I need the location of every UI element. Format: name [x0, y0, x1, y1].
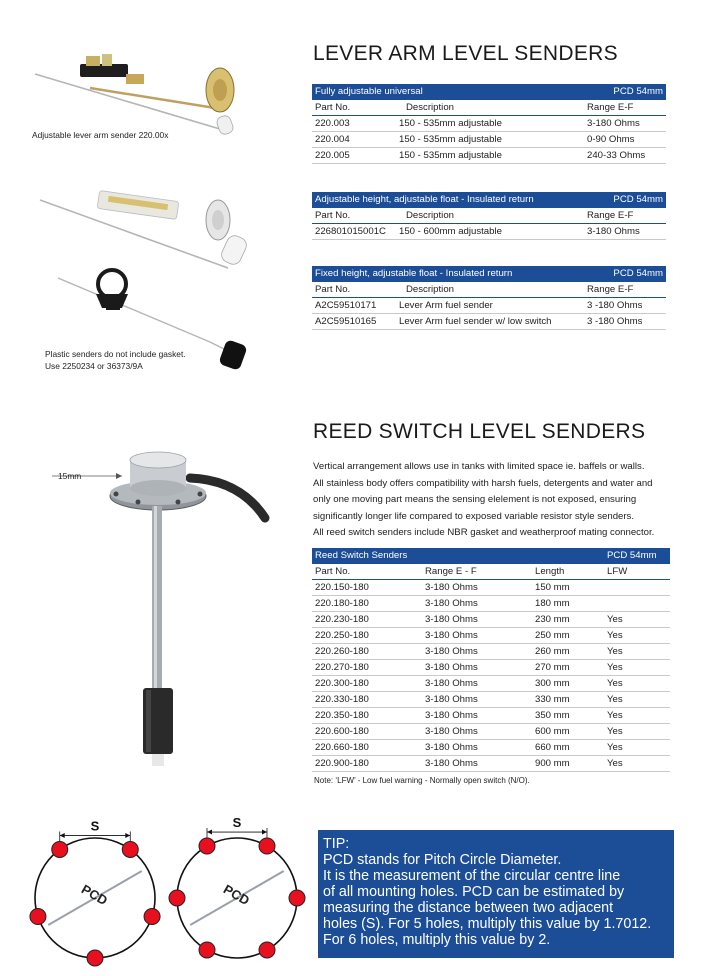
cell	[604, 579, 670, 595]
s-label: S	[90, 818, 100, 834]
col-range: Range E - F	[422, 563, 532, 579]
lever-arm-sender-caption: Adjustable lever arm sender 220.00x	[32, 130, 169, 140]
mounting-hole	[52, 841, 68, 857]
table-header-row	[312, 548, 670, 563]
description-line: only one moving part means the sensing elelement is not exposed, ensuring	[313, 494, 637, 505]
mounting-hole	[169, 890, 185, 906]
table-title: Fully adjustable universal	[312, 84, 584, 99]
col-part-no: Part No.	[312, 281, 396, 297]
table-row	[312, 723, 670, 739]
col-range: Range E-F	[584, 207, 666, 223]
table-row	[312, 611, 670, 627]
table-row	[312, 223, 666, 239]
cell: 3-180 Ohms	[422, 755, 532, 771]
tip-line: holes (S). For 5 holes, multiply this value by 1.7012.	[323, 916, 652, 932]
cell: Yes	[604, 611, 670, 627]
cell: 220.350-180	[312, 707, 422, 723]
col-lfw: LFW	[604, 563, 670, 579]
cell: Yes	[604, 627, 670, 643]
cell: 260 mm	[532, 643, 604, 659]
cell: 220.004	[312, 131, 396, 147]
mounting-hole	[30, 909, 46, 925]
tip-line: It is the measurement of the circular centre line	[323, 868, 621, 884]
cell: 270 mm	[532, 659, 604, 675]
table-row	[312, 691, 670, 707]
cell: 220.180-180	[312, 595, 422, 611]
cell: 3-180 Ohms	[422, 675, 532, 691]
reed-section-title: REED SWITCH LEVEL SENDERS	[313, 420, 646, 443]
cell: 220.230-180	[312, 611, 422, 627]
table-header-row	[312, 84, 666, 99]
cell: 3-180 Ohms	[422, 643, 532, 659]
description-line: All stainless body offers compatibility with harsh fuels, detergents and water and	[313, 477, 653, 489]
cell: 3-180 Ohms	[422, 627, 532, 643]
reed-switch-table	[312, 548, 670, 772]
cell: Yes	[604, 675, 670, 691]
mounting-hole	[87, 950, 103, 966]
col-part-no: Part No.	[312, 563, 422, 579]
cell: Yes	[604, 643, 670, 659]
description-line: significantly longer life compared to exposed variable resistor style senders.	[313, 510, 635, 522]
lever-table-adjustable-height	[312, 192, 666, 240]
cell: 3-180 Ohms	[422, 723, 532, 739]
cell: 150 - 535mm adjustable	[396, 147, 584, 163]
cell: 3-180 Ohms	[422, 659, 532, 675]
arrow-head	[125, 833, 130, 838]
description-line: All reed switch senders include NBR gasket and weatherproof mating connector.	[313, 527, 655, 538]
cell: 3-180 Ohms	[422, 707, 532, 723]
mounting-hole	[122, 841, 138, 857]
cell: Yes	[604, 659, 670, 675]
mounting-hole	[259, 942, 275, 958]
table-row	[312, 297, 666, 313]
table-pcd: PCD 54mm	[584, 266, 666, 281]
table-row	[312, 313, 666, 329]
pcd-label: PCD	[78, 881, 111, 909]
table-columns-row	[312, 99, 666, 115]
cell: 600 mm	[532, 723, 604, 739]
cell: A2C59510171	[312, 297, 396, 313]
cell: 220.660-180	[312, 739, 422, 755]
cell: 150 mm	[532, 579, 604, 595]
table-pcd: PCD 54mm	[584, 192, 666, 207]
lever-table-fully-adjustable	[312, 84, 666, 164]
reed-table-body	[312, 579, 670, 771]
lever-arm-sender-image	[30, 48, 250, 138]
table-row	[312, 755, 670, 771]
cell: Yes	[604, 691, 670, 707]
cell: Yes	[604, 739, 670, 755]
col-description: Description	[396, 281, 584, 297]
cell: 3-180 Ohms	[422, 595, 532, 611]
table-row	[312, 115, 666, 131]
plastic-caption-line-2: Use 2250234 or 36373/9A	[45, 361, 143, 371]
cell: 220.900-180	[312, 755, 422, 771]
mounting-hole	[144, 909, 160, 925]
table-row	[312, 579, 670, 595]
table-row	[312, 627, 670, 643]
col-part-no: Part No.	[312, 207, 396, 223]
table-header-row	[312, 192, 666, 207]
table-pcd: PCD 54mm	[584, 84, 666, 99]
table-row	[312, 659, 670, 675]
table-row	[312, 131, 666, 147]
dimension-label: 15mm	[58, 471, 82, 481]
plastic-sender-caption	[45, 348, 186, 372]
col-range: Range E-F	[584, 99, 666, 115]
cell: 300 mm	[532, 675, 604, 691]
cell: 220.005	[312, 147, 396, 163]
cell: 350 mm	[532, 707, 604, 723]
cell: 220.300-180	[312, 675, 422, 691]
mounting-hole	[259, 838, 275, 854]
cell: 220.150-180	[312, 579, 422, 595]
table-pcd: PCD 54mm	[604, 548, 670, 563]
cell: Lever Arm fuel sender w/ low switch	[396, 313, 584, 329]
cell: Lever Arm fuel sender	[396, 297, 584, 313]
reed-note: Note: ‘LFW’ - Low fuel warning - Normally open switch (N/O).	[314, 776, 530, 785]
tip-line: For 6 holes, multiply this value by 2.	[323, 932, 551, 948]
table-row	[312, 147, 666, 163]
table-row	[312, 675, 670, 691]
col-description: Description	[396, 99, 584, 115]
table-columns-row	[312, 281, 666, 297]
cell: 3-180 Ohms	[422, 739, 532, 755]
col-range: Range E-F	[584, 281, 666, 297]
s-label: S	[232, 815, 242, 831]
cell: 150 - 600mm adjustable	[396, 223, 584, 239]
cell: 220.270-180	[312, 659, 422, 675]
cell: A2C59510165	[312, 313, 396, 329]
tip-line: TIP:	[323, 836, 350, 852]
cell: 150 - 535mm adjustable	[396, 115, 584, 131]
tip-line: PCD stands for Pitch Circle Diameter.	[323, 852, 562, 868]
cell: 3 -180 Ohms	[584, 297, 666, 313]
table-row	[312, 595, 670, 611]
cell: 250 mm	[532, 627, 604, 643]
cell: 150 - 535mm adjustable	[396, 131, 584, 147]
cell: Yes	[604, 755, 670, 771]
cell: 226801015001C	[312, 223, 396, 239]
cell: 3-180 Ohms	[584, 223, 666, 239]
pcd-diagrams	[25, 810, 315, 976]
lever-section-title: LEVER ARM LEVEL SENDERS	[313, 42, 618, 65]
cell: 330 mm	[532, 691, 604, 707]
cell: 240-33 Ohms	[584, 147, 666, 163]
table-title: Fixed height, adjustable float - Insulated return	[312, 266, 584, 281]
table-title: Reed Switch Senders	[312, 548, 604, 563]
cell: 220.600-180	[312, 723, 422, 739]
arrow-head	[60, 833, 65, 838]
cell: 220.330-180	[312, 691, 422, 707]
arrow-head	[262, 830, 267, 835]
tip-box	[318, 830, 674, 958]
cell: 3-180 Ohms	[422, 579, 532, 595]
plastic-caption-line-1: Plastic senders do not include gasket.	[45, 349, 186, 359]
cell: 3-180 Ohms	[584, 115, 666, 131]
cell: 220.260-180	[312, 643, 422, 659]
cell: Yes	[604, 723, 670, 739]
col-description: Description	[396, 207, 584, 223]
table-row	[312, 707, 670, 723]
cell: 220.003	[312, 115, 396, 131]
mounting-hole	[199, 838, 215, 854]
cell: 0-90 Ohms	[584, 131, 666, 147]
table-title: Adjustable height, adjustable float - Insulated return	[312, 192, 584, 207]
lever-table-fixed-height	[312, 266, 666, 330]
table-row	[312, 739, 670, 755]
mounting-hole	[199, 942, 215, 958]
cell: 3 -180 Ohms	[584, 313, 666, 329]
cell: 3-180 Ohms	[422, 691, 532, 707]
reed-switch-sender-image	[50, 448, 280, 788]
cell: 660 mm	[532, 739, 604, 755]
mounting-hole	[289, 890, 305, 906]
reed-description	[313, 459, 673, 542]
pcd-label: PCD	[220, 881, 253, 909]
cell: 230 mm	[532, 611, 604, 627]
cell: Yes	[604, 707, 670, 723]
tip-line: of all mounting holes. PCD can be estimated by	[323, 884, 625, 900]
table-header-row	[312, 266, 666, 281]
cell: 180 mm	[532, 595, 604, 611]
col-length: Length	[532, 563, 604, 579]
table-columns-row	[312, 563, 670, 579]
cell: 900 mm	[532, 755, 604, 771]
tip-line: measuring the distance between two adjacent	[323, 900, 614, 916]
table-row	[312, 643, 670, 659]
adjustable-float-sender-image	[38, 182, 268, 277]
col-part-no: Part No.	[312, 99, 396, 115]
cell: 3-180 Ohms	[422, 611, 532, 627]
description-line: Vertical arrangement allows use in tanks with limited space ie. baffels or walls.	[313, 461, 645, 472]
arrow-head	[207, 830, 212, 835]
cell	[604, 595, 670, 611]
table-columns-row	[312, 207, 666, 223]
cell: 220.250-180	[312, 627, 422, 643]
